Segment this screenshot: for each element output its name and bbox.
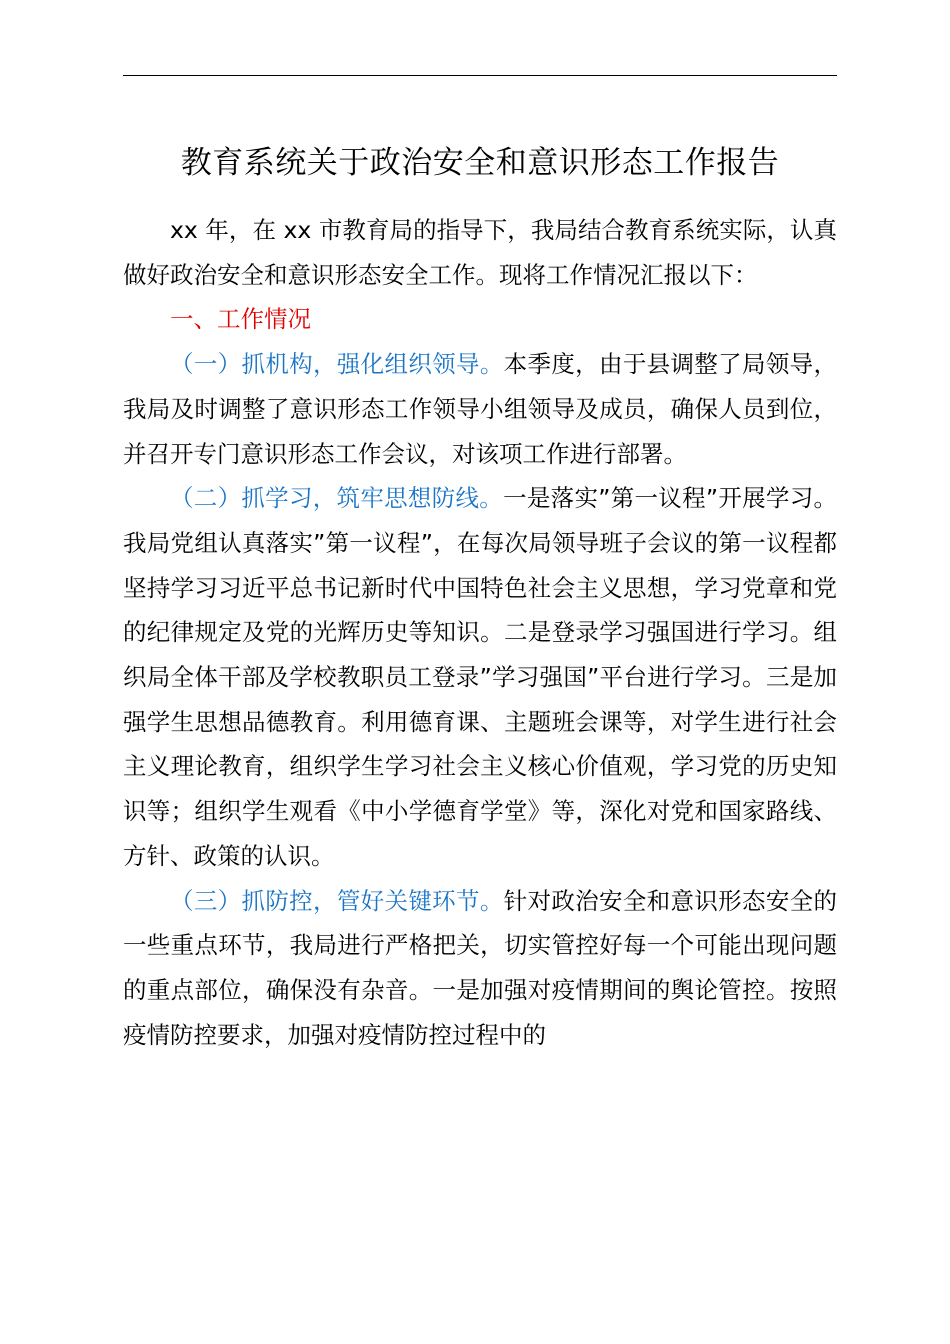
subsection-heading-prevention: （三）抓防控，管好关键环节。: [170, 886, 504, 915]
section-heading-work-status: 一、工作情况: [170, 305, 311, 334]
paragraph-study-text: 一是落实”第一议程”开展学习。我局党组认真落实”第一议程”，在每次局领导班子会议的第一议程都坚持学习习近平总书记新时代中国特色社会主义思想，学习党章和党的纪律规定及党的光辉历史等知识。二是登录学习强国进行学习。组织局全体干部及学校教职员工登录”学习强国”平台进行学习。三是加强学生思想品德教育。利用德育课、主题班会课等，对学生进行社会主义理论教育，组织学生学习社会主义核心价值观，学习党的历史知识等；组织学生观看《中小学德育学堂》等，深化对党和国家路线、方针、政策的认识。: [123, 484, 837, 870]
paragraph-organization: [123, 342, 837, 476]
header-rule: [123, 75, 837, 76]
paragraph-organization-text: 本季度，由于县调整了局领导，我局及时调整了意识形态工作领导小组领导及成员，确保人员到位，并召开专门意识形态工作会议，对该项工作进行部署。: [123, 350, 838, 468]
paragraph-study: [123, 476, 837, 878]
subsection-heading-study: （二）抓学习，筑牢思想防线。: [170, 484, 504, 513]
intro-paragraph: xx 年，在 xx 市教育局的指导下，我局结合教育系统实际，认真做好政治安全和意识形态安全工作。现将工作情况汇报以下：: [123, 216, 837, 289]
paragraph-prevention-text: 针对政治安全和意识形态安全的一些重点环节，我局进行严格把关，切实管控好每一个可能出现问题的重点部位，确保没有杂音。一是加强对疫情期间的舆论管控。按照疫情防控要求，加强对疫情防控过程中的: [123, 886, 838, 1049]
subsection-heading-organization: （一）抓机构，强化组织领导。: [170, 350, 504, 379]
document-title: 教育系统关于政治安全和意识形态工作报告: [180, 145, 780, 181]
document-body: [123, 208, 837, 1057]
paragraph-prevention: [123, 879, 837, 1058]
